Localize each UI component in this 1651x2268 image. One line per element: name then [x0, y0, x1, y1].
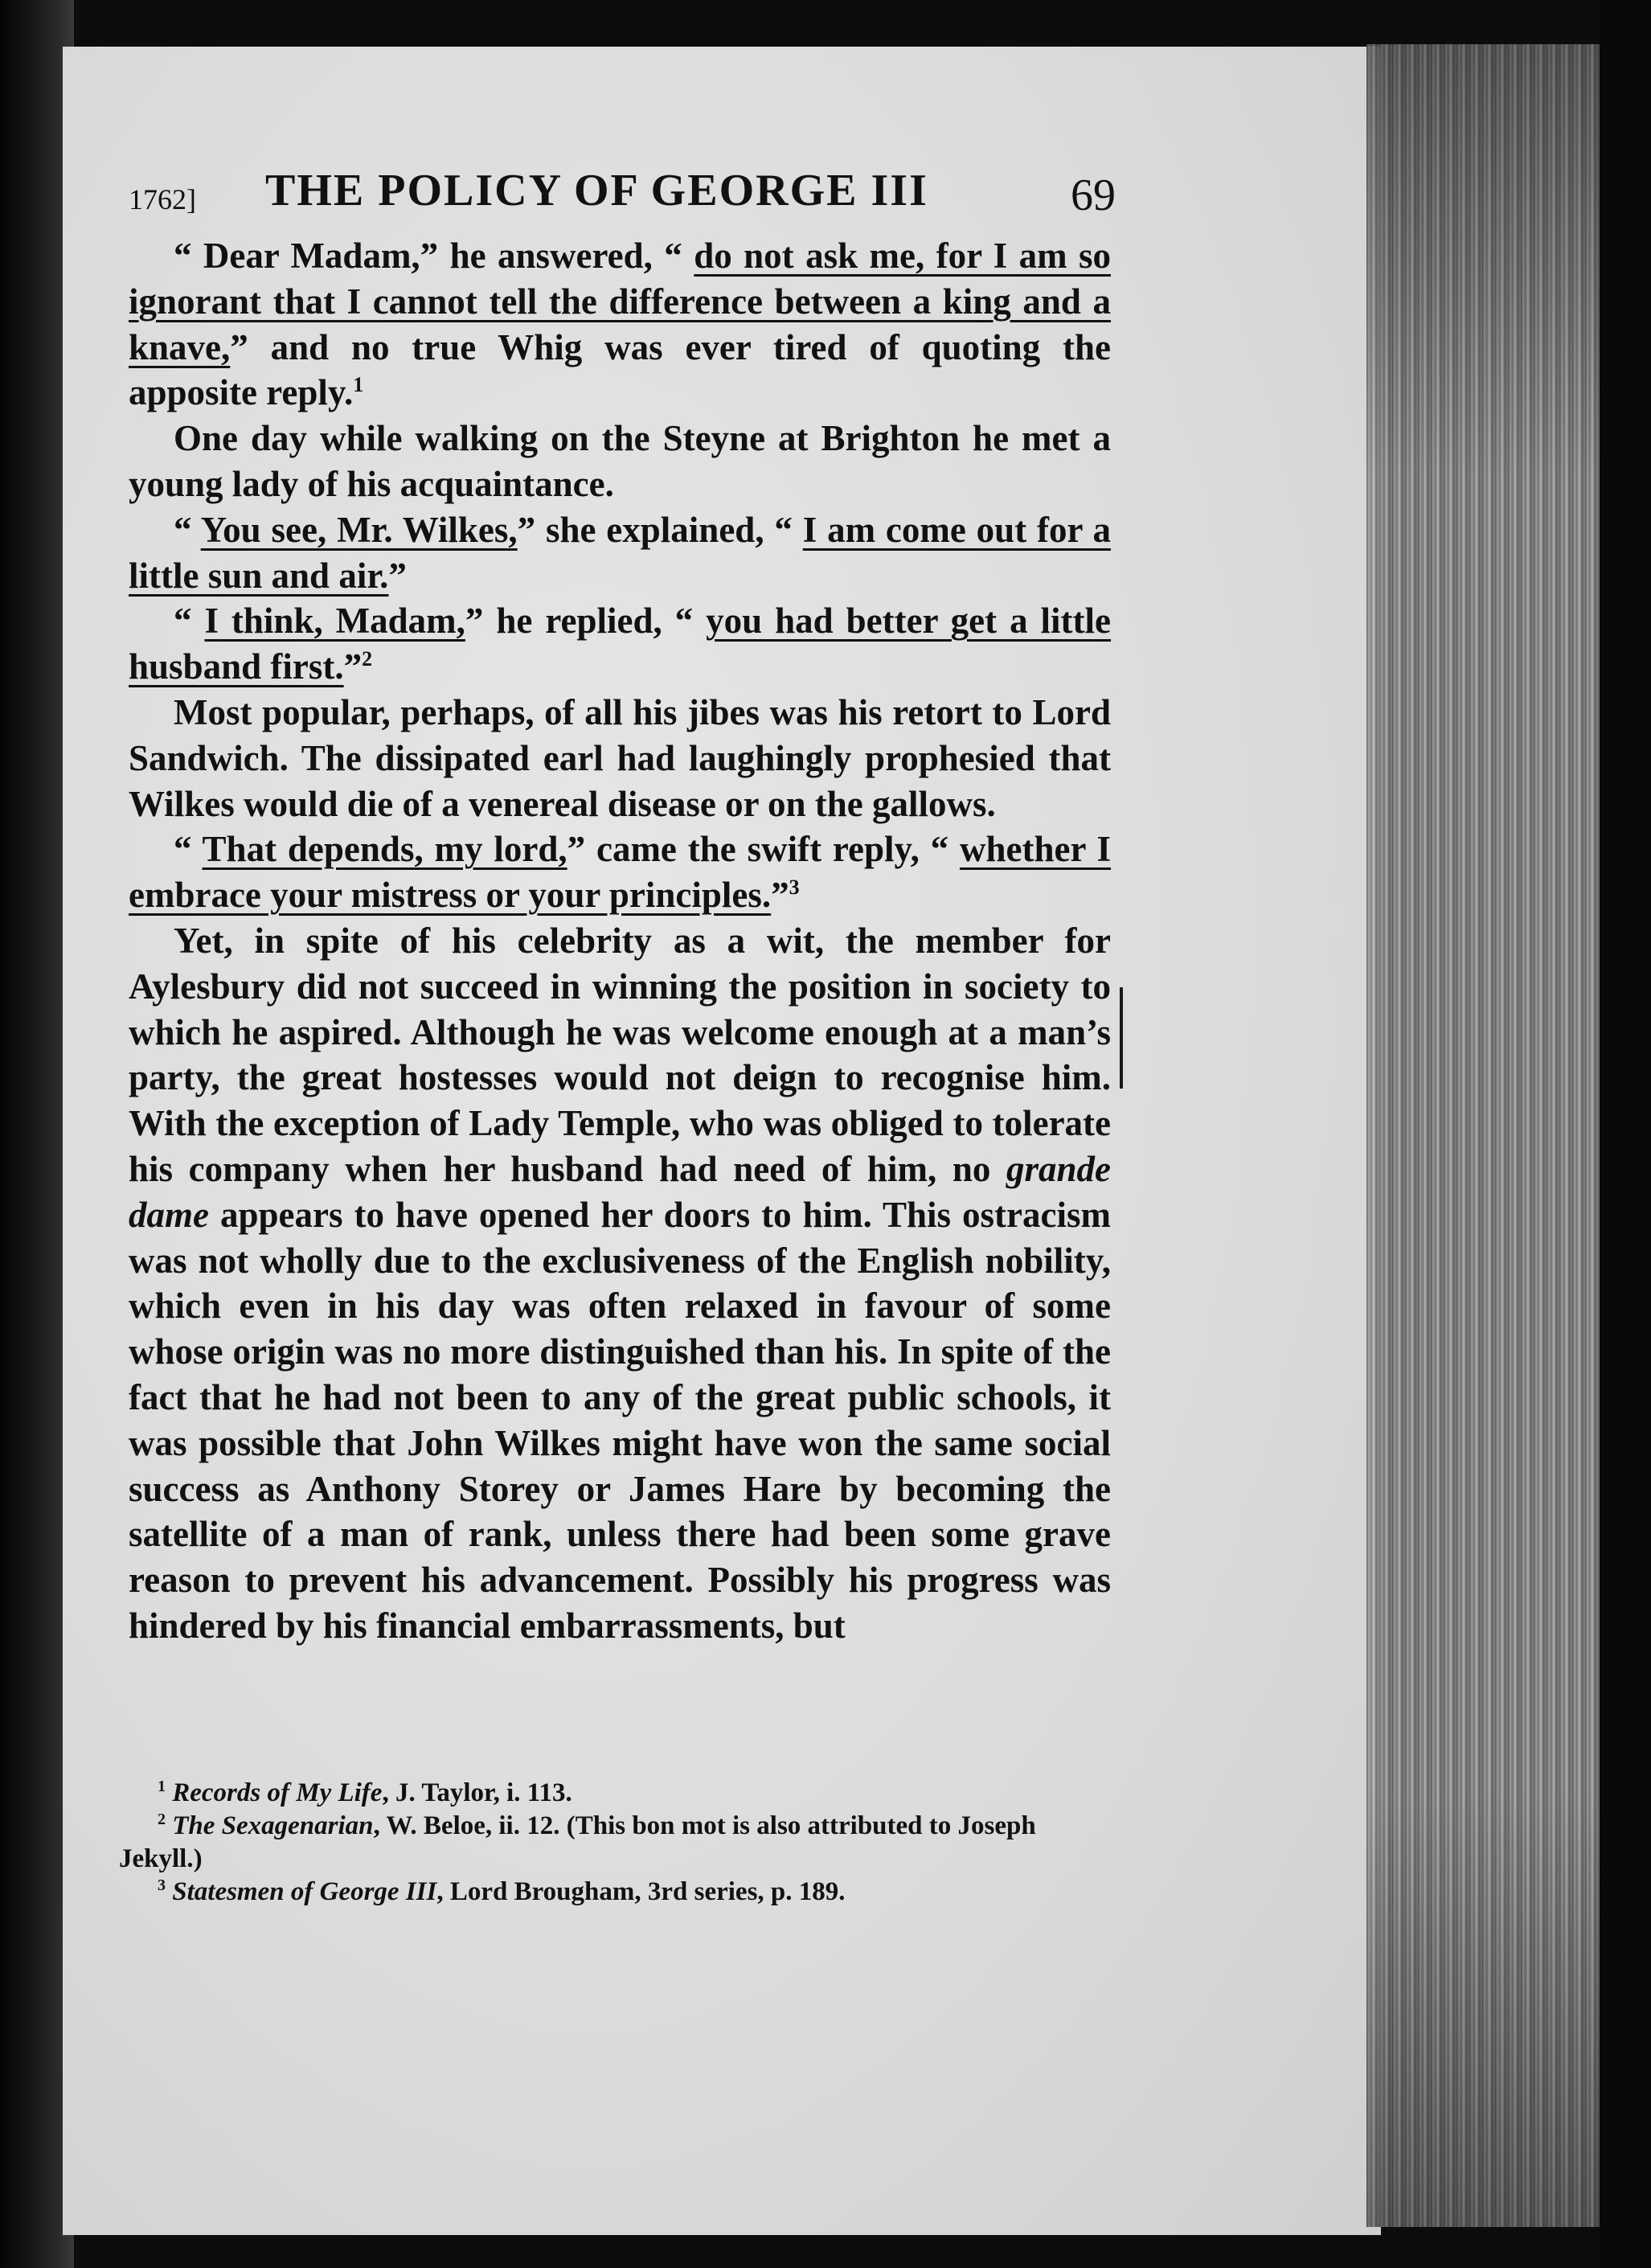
footnote [119, 1810, 1116, 1876]
footnote-title: The Sexagenarian [172, 1811, 374, 1840]
text-span: ” and no true Whig was ever tired of quoting the apposite reply. [129, 326, 1111, 413]
italic-text: grande dame [129, 1148, 1111, 1235]
page-header [129, 165, 1116, 229]
paragraph: Most popular, perhaps, of all his jibes was his retort to Lord Sandwich. The dissipated earl had laughingly prophesied that Wilkes would die of a venereal disease or on the gallows. [129, 691, 1111, 824]
footnote-number: 1 [158, 1778, 166, 1795]
text-span: “ [174, 601, 205, 642]
underlined-text: I think, Madam, [204, 601, 465, 642]
background-right [1600, 0, 1651, 2268]
underlined-text: I am come out for a little sun and air. [129, 509, 1111, 596]
paragraph: One day while walking on the Steyne at Brighton he met a young lady of his acquaintance. [129, 418, 1111, 504]
paragraph [129, 826, 1111, 918]
underlined-text: you had better get a little husband first. [129, 601, 1111, 687]
underlined-text: That depends, my lord, [202, 829, 567, 870]
page-number: 69 [1071, 170, 1116, 220]
paragraph [129, 918, 1111, 1649]
text-span: Yet, in spite of his celebrity as a wit, the member for Aylesbury did not succeed in winning the position in society to which he aspired. Although he was welcome enough at a man’s party, the great hostesses would not deign to recognise him. With the exception of Lady Temple, who was obliged to tolerate his company when her husband had need of him, no [129, 920, 1111, 1189]
footnote [119, 1777, 1116, 1810]
footnote-number: 3 [158, 1876, 166, 1894]
text-span: “ Dear Madam,” he answered, “ [174, 236, 694, 276]
text-span: appears to have opened her doors to him. This ostracism was not wholly due to the exclusiveness of the English nobility, which even in his day was often relaxed in favour of some whose origin was no more distinguished than his. In spite of the fact that he had not been to any of the great public schools, it was possible that John Wilkes might have won the same social success as Anthony Storey or James Hare by becoming the satellite of a man of rank, unless there had been some grave reason to prevent his advancement. Possibly his progress was hindered by his financial embarrassments, but [129, 1194, 1111, 1646]
footnote-ref: 3 [789, 876, 800, 900]
footnote-ref: 2 [362, 647, 373, 671]
text-span: ” [388, 555, 407, 596]
footnote-title: Statesmen of George III [172, 1877, 437, 1906]
margin-mark [1120, 987, 1123, 1089]
paragraph [129, 233, 1111, 416]
footnote-title: Records of My Life [172, 1778, 383, 1807]
footnote-text: , Lord Brougham, 3rd series, p. 189. [436, 1877, 846, 1906]
text-span: ” he replied, “ [465, 601, 707, 642]
underlined-text: whether I embrace your mistress or your principles. [129, 829, 1111, 916]
text-span: “ [174, 509, 201, 550]
footnote-ref: 1 [353, 373, 364, 397]
footnotes [119, 1777, 1116, 1909]
paragraph [129, 507, 1111, 599]
text-span: “ [174, 829, 203, 870]
header-year: 1762] [129, 183, 196, 215]
underlined-text: You see, Mr. Wilkes, [200, 509, 518, 550]
footnote [119, 1876, 1116, 1909]
text-span: ” came the swift reply, “ [567, 829, 960, 870]
footnote-text: , W. Beloe, ii. 12. (This bon mot is also attributed to Joseph Jekyll.) [119, 1811, 1036, 1873]
running-title: THE POLICY OF GEORGE III [265, 166, 928, 215]
footnote-number: 2 [158, 1811, 166, 1828]
body-text [129, 233, 1111, 1649]
underlined-text: do not ask me, for I am so ignorant that I cannot tell the difference between a king and a knave, [129, 236, 1111, 367]
page-edges [1366, 44, 1600, 2227]
text-span: ” she explained, “ [517, 509, 803, 550]
text-span: ” [771, 875, 789, 916]
text-span: ” [343, 646, 363, 687]
paragraph [129, 598, 1111, 690]
footnote-text: , J. Taylor, i. 113. [382, 1778, 572, 1807]
